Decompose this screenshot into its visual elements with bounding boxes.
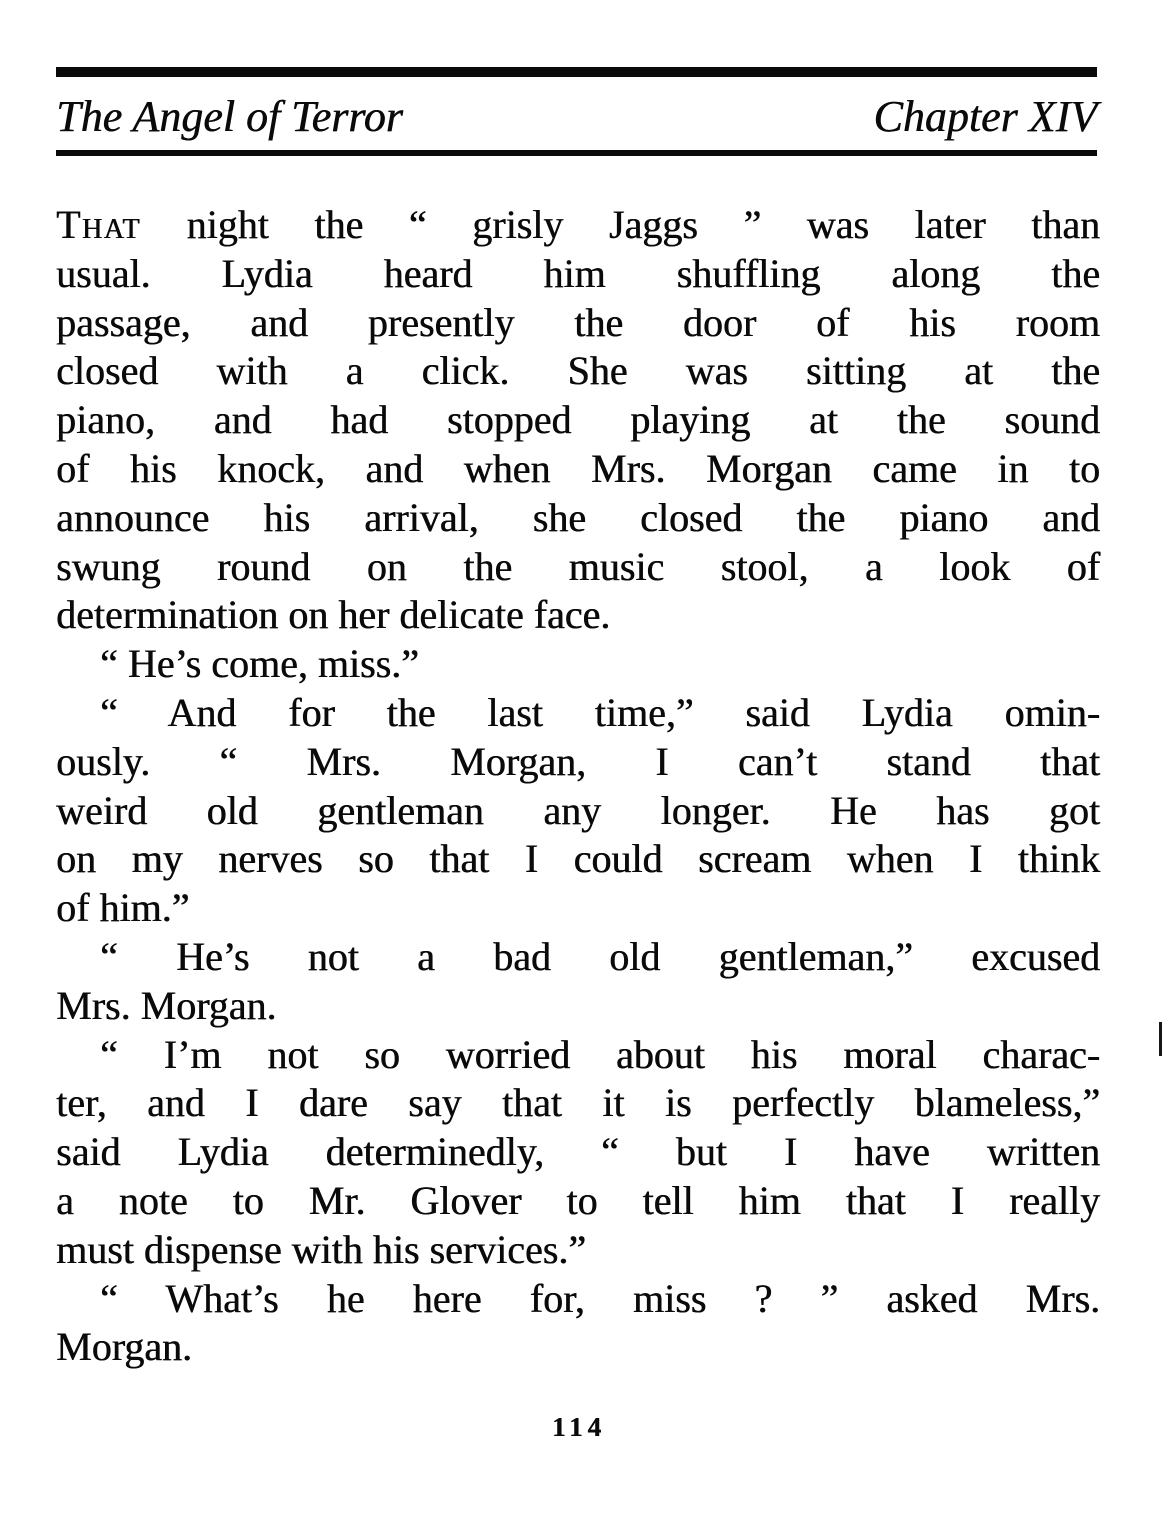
top-rule <box>56 67 1097 77</box>
page-number: 114 <box>551 1412 606 1442</box>
text-line: “ What’s he here for, miss ? ” asked Mrs. <box>100 1275 1100 1321</box>
smallcaps-lead: That <box>56 202 141 247</box>
text-line: That night the “ grisly Jaggs ” was later than <box>56 202 1100 247</box>
text-line: of him.” <box>56 885 190 931</box>
text-line: determination on her delicate face. <box>56 592 611 638</box>
text-line: “ I’m not so worried about his moral charac- <box>100 1031 1100 1077</box>
text-line: swung round on the music stool, a look of <box>56 543 1100 589</box>
chapter-label: Chapter XIV <box>873 92 1097 141</box>
text-line: Morgan. <box>56 1324 192 1370</box>
text-line: ously. “ Mrs. Morgan, I can’t stand that <box>56 738 1100 784</box>
text-line: weird old gentleman any longer. He has got <box>56 787 1100 833</box>
text-line: Mrs. Morgan. <box>56 982 277 1028</box>
header-rule <box>56 150 1097 156</box>
text-line: said Lydia determinedly, “ but I have written <box>56 1129 1100 1175</box>
text-line: of his knock, and when Mrs. Morgan came in to <box>56 445 1100 491</box>
text-line: must dispense with his services.” <box>56 1226 586 1272</box>
running-title: The Angel of Terror <box>56 92 403 141</box>
text-line: “ He’s come, miss.” <box>100 641 419 687</box>
text-line: usual. Lydia heard him shuffling along the <box>56 250 1100 296</box>
body-text <box>56 201 1100 1372</box>
text-line: on my nerves so that I could scream when I think <box>56 836 1100 882</box>
running-head <box>56 88 1097 146</box>
text-line: closed with a click. She was sitting at the <box>56 348 1100 394</box>
text-line: “ And for the last time,” said Lydia omin- <box>100 689 1100 735</box>
text-line: passage, and presently the door of his room <box>56 299 1100 345</box>
text-line: ter, and I dare say that it is perfectly blameless,” <box>56 1080 1100 1126</box>
text-line: announce his arrival, she closed the piano and <box>56 494 1100 540</box>
text-line: a note to Mr. Glover to tell him that I really <box>56 1177 1100 1223</box>
text-line: “ He’s not a bad old gentleman,” excused <box>100 933 1100 979</box>
scan-artifact-mark <box>1159 1022 1162 1056</box>
text-line: piano, and had stopped playing at the sound <box>56 397 1100 443</box>
